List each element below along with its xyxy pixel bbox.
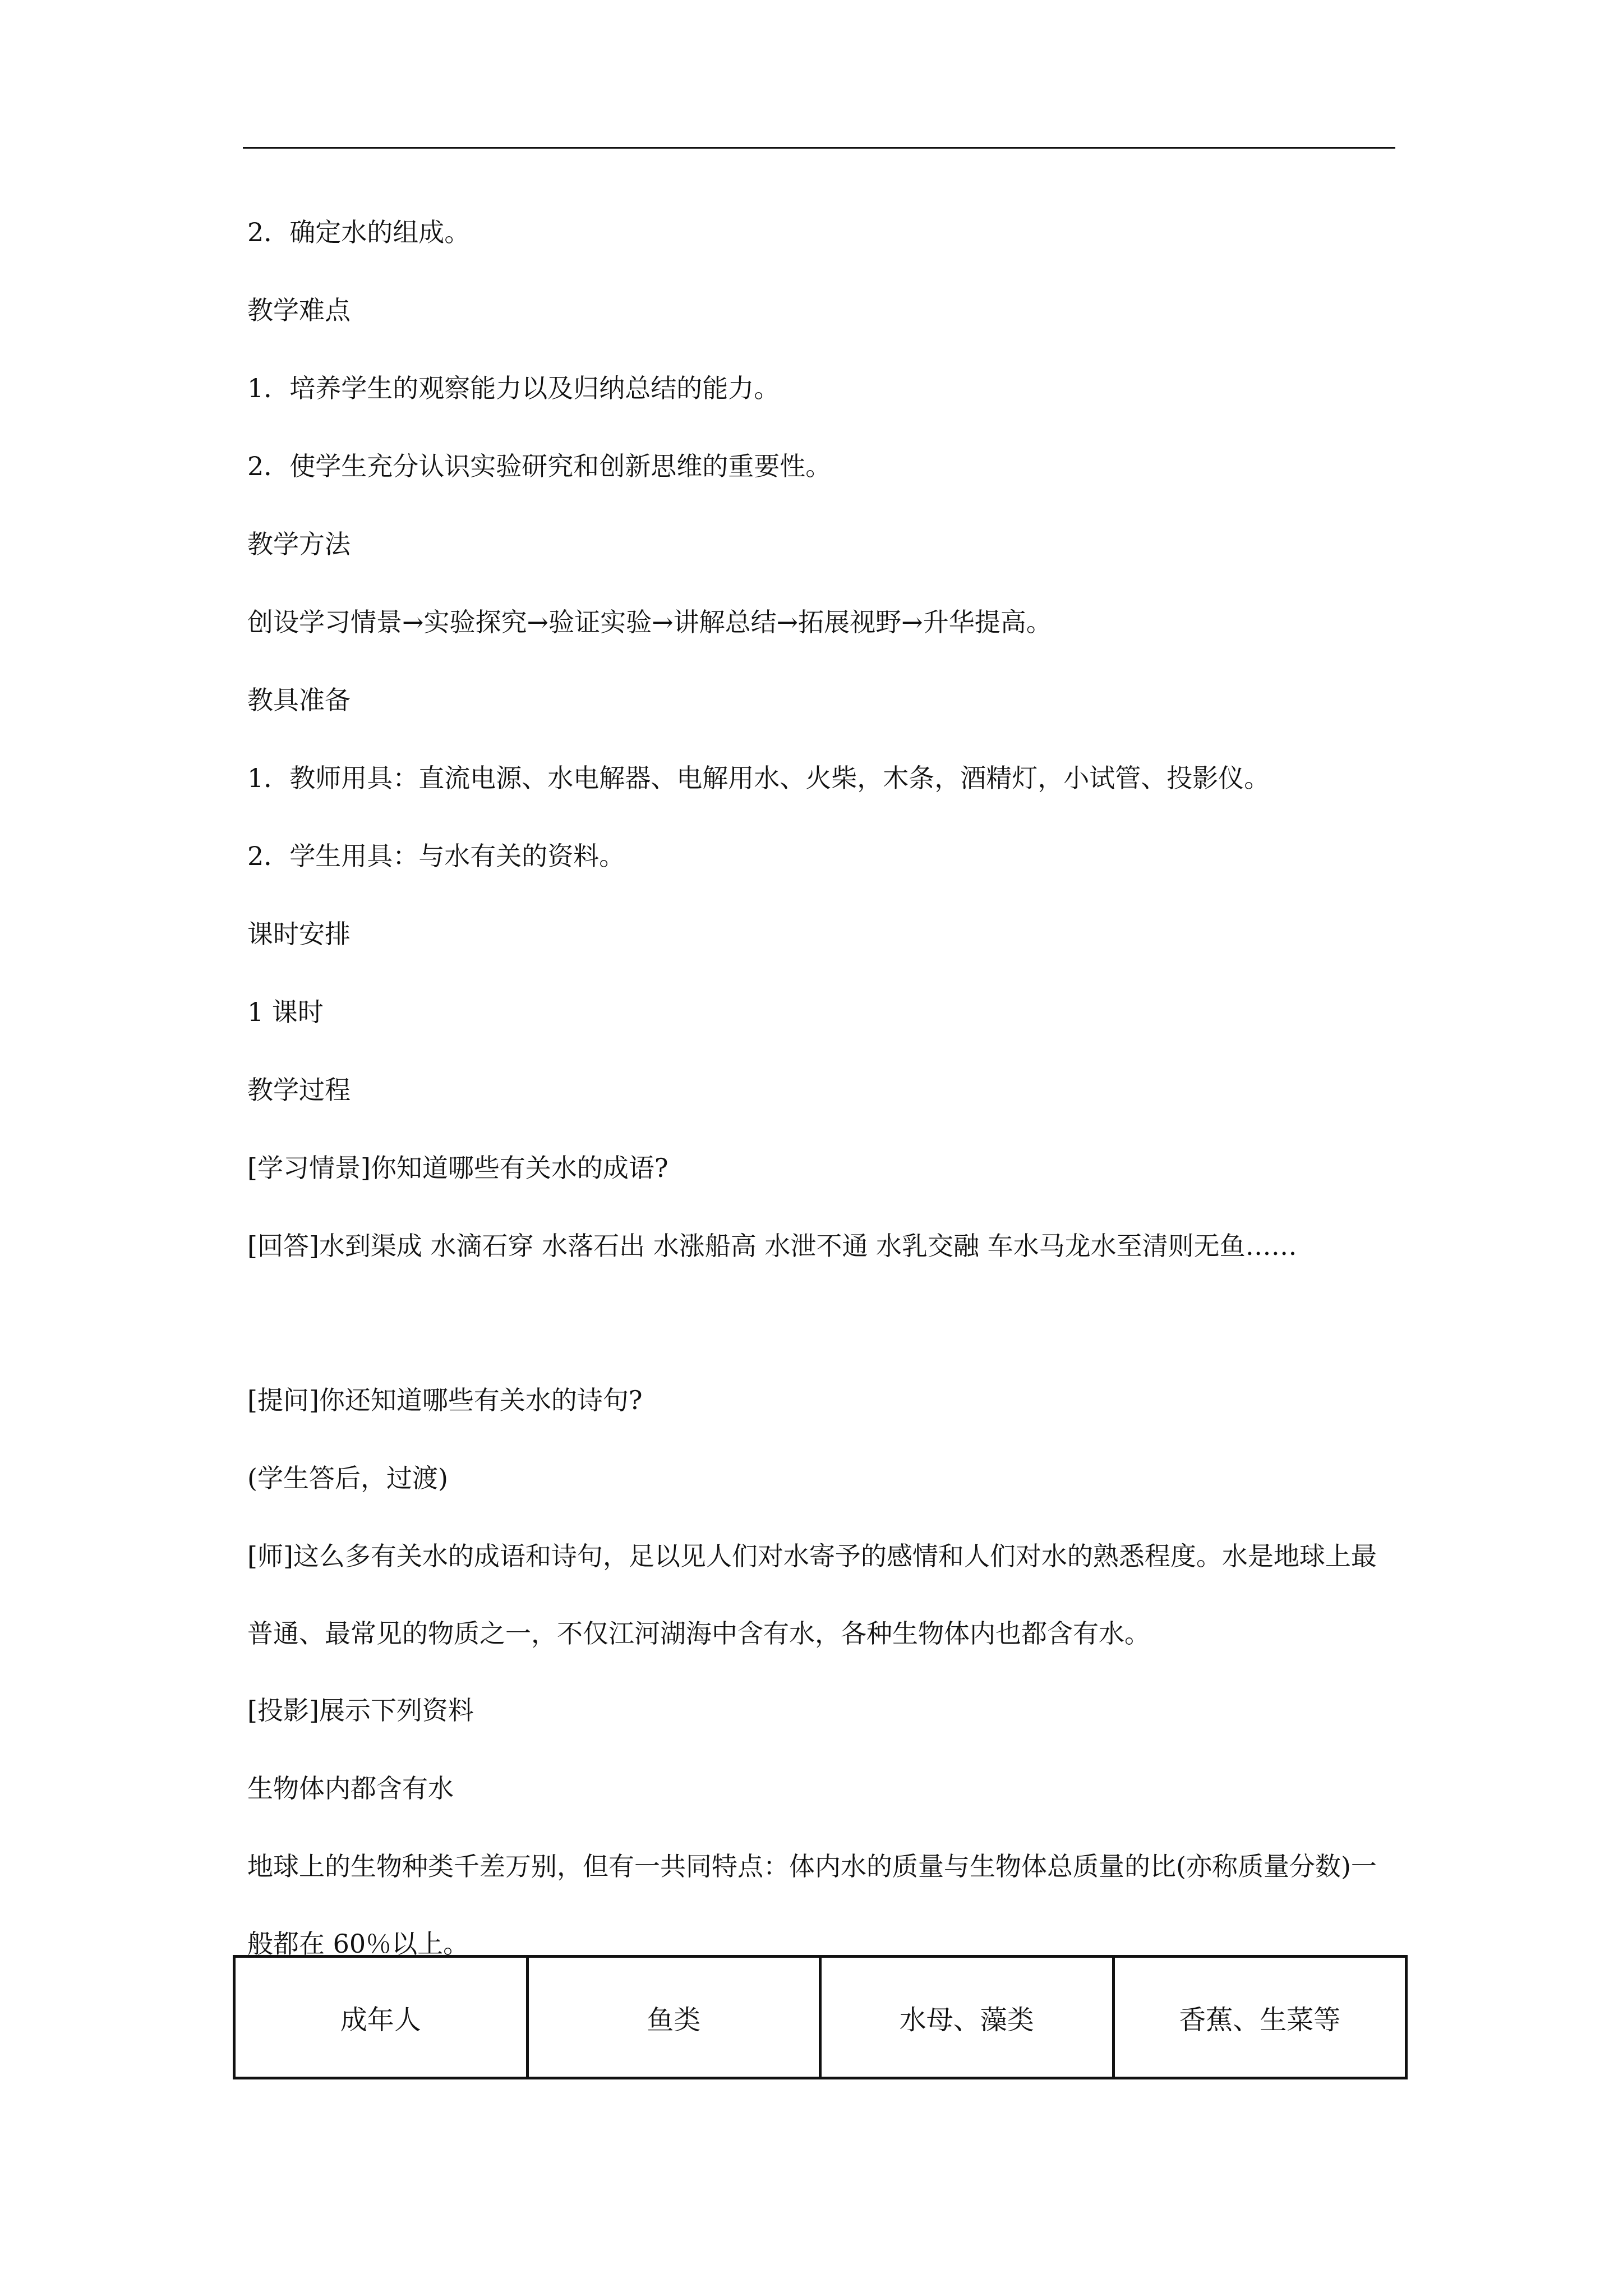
paragraph: 地球上的生物种类千差万别，但有一共同特点：体内水的质量与生物体总质量的比(亦称质量分数)一般都在 60％以上。 xyxy=(247,1851,1377,1959)
paragraph: 1 课时 xyxy=(247,997,324,1027)
header-rule xyxy=(243,147,1395,149)
paragraph: 2．学生用具：与水有关的资料。 xyxy=(247,841,625,871)
table-row xyxy=(234,1957,1407,2078)
section-heading: 教学过程 xyxy=(247,1075,351,1105)
section-heading: 教具准备 xyxy=(247,685,351,715)
paragraph: 1．培养学生的观察能力以及归纳总结的能力。 xyxy=(247,373,780,403)
section-heading: 教学难点 xyxy=(247,295,351,325)
table-cell: 香蕉、生菜等 xyxy=(1113,1957,1407,2078)
paragraph: 1．教师用具：直流电源、水电解器、电解用水、火柴，木条，酒精灯，小试管、投影仪。 xyxy=(247,763,1270,793)
paragraph: [提问]你还知道哪些有关水的诗句? xyxy=(247,1385,643,1415)
table-cell: 鱼类 xyxy=(527,1957,820,2078)
organism-water-table xyxy=(233,1955,1408,2079)
paragraph: [投影]展示下列资料 xyxy=(247,1695,474,1726)
paragraph: (学生答后，过渡) xyxy=(247,1463,448,1493)
paragraph: 2．使学生充分认识实验研究和创新思维的重要性。 xyxy=(247,451,832,481)
section-heading: 课时安排 xyxy=(247,919,351,949)
paragraph: 创设学习情景→实验探究→验证实验→讲解总结→拓展视野→升华提高。 xyxy=(247,607,1052,637)
paragraph: 2．确定水的组成。 xyxy=(247,217,471,247)
paragraph: [回答]水到渠成 水滴石穿 水落石出 水涨船高 水泄不通 水乳交融 车水马龙水至清则无鱼…… xyxy=(247,1231,1297,1261)
table-cell: 水母、藻类 xyxy=(820,1957,1114,2078)
table-cell: 成年人 xyxy=(234,1957,528,2078)
section-heading: 教学方法 xyxy=(247,529,351,559)
paragraph: 生物体内都含有水 xyxy=(247,1773,454,1803)
paragraph: [学习情景]你知道哪些有关水的成语? xyxy=(247,1153,668,1183)
paragraph: [师]这么多有关水的成语和诗句，足以见人们对水寄予的感情和人们对水的熟悉程度。水是地球上最普通、最常见的物质之一，不仅江河湖海中含有水，各种生物体内也都含有水。 xyxy=(247,1541,1377,1649)
